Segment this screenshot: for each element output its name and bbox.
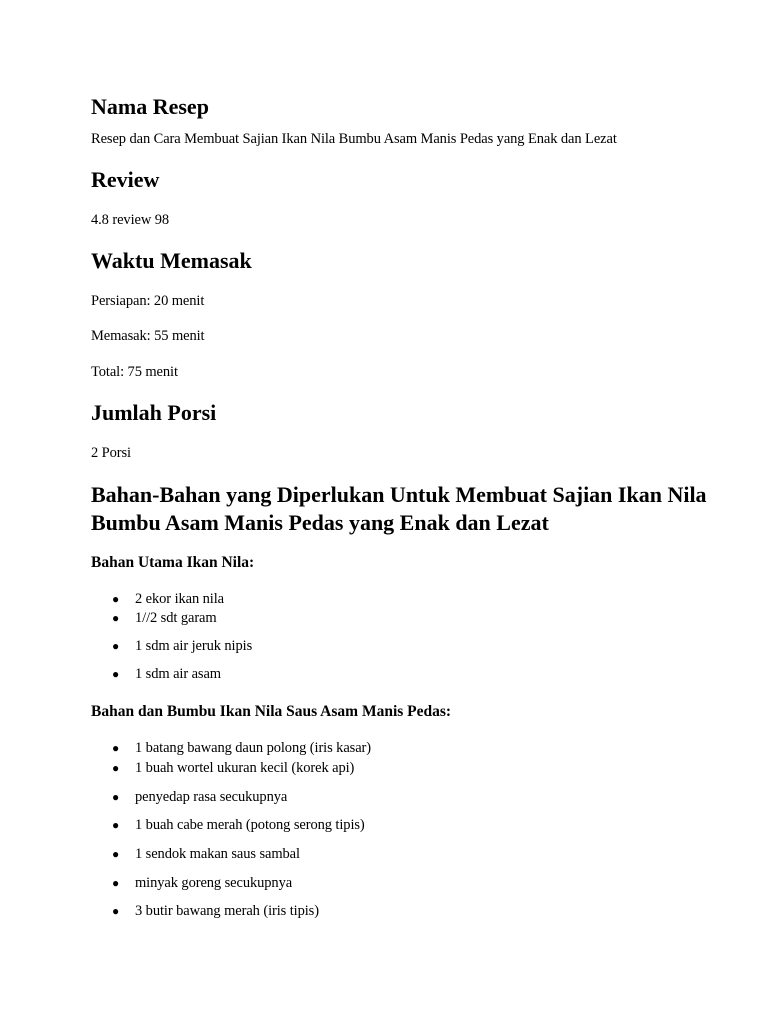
heading-review: Review: [91, 167, 160, 192]
cook-time-text: Memasak: 55 menit: [91, 328, 205, 344]
bullet-icon: ●: [112, 639, 120, 653]
total-time-text: Total: 75 menit: [91, 364, 178, 380]
heading-bahan-bahan: Bahan-Bahan yang Diperlukan Untuk Membuat Sajian Ikan Nila Bumbu Asam Manis Pedas yang Enak dan Lezat: [91, 482, 707, 535]
review-text: 4.8 review 98: [91, 212, 170, 228]
bullet-icon: ●: [112, 741, 120, 755]
bullet-icon: ●: [112, 904, 120, 918]
bullet-icon: ●: [112, 790, 120, 804]
servings-text: 2 Porsi: [91, 445, 131, 461]
bullet-icon: ●: [112, 592, 120, 606]
prep-time-text: Persiapan: 20 menit: [91, 293, 205, 309]
subheading-bahan-utama: Bahan Utama Ikan Nila:: [91, 554, 255, 571]
bullet-icon: ●: [112, 761, 120, 775]
bullet-icon: ●: [112, 847, 120, 861]
heading-jumlah-porsi: Jumlah Porsi: [91, 400, 217, 425]
bullet-icon: ●: [112, 611, 120, 625]
bullet-icon: ●: [112, 667, 120, 681]
recipe-name-text: Resep dan Cara Membuat Sajian Ikan Nila Bumbu Asam Manis Pedas yang Enak dan Lezat: [91, 131, 617, 147]
heading-nama-resep: Nama Resep: [91, 94, 209, 119]
bullet-icon: ●: [112, 876, 120, 890]
heading-waktu-memasak: Waktu Memasak: [91, 248, 252, 273]
subheading-bahan-bumbu: Bahan dan Bumbu Ikan Nila Saus Asam Manis Pedas:: [91, 703, 452, 720]
bullet-icon: ●: [112, 818, 120, 832]
